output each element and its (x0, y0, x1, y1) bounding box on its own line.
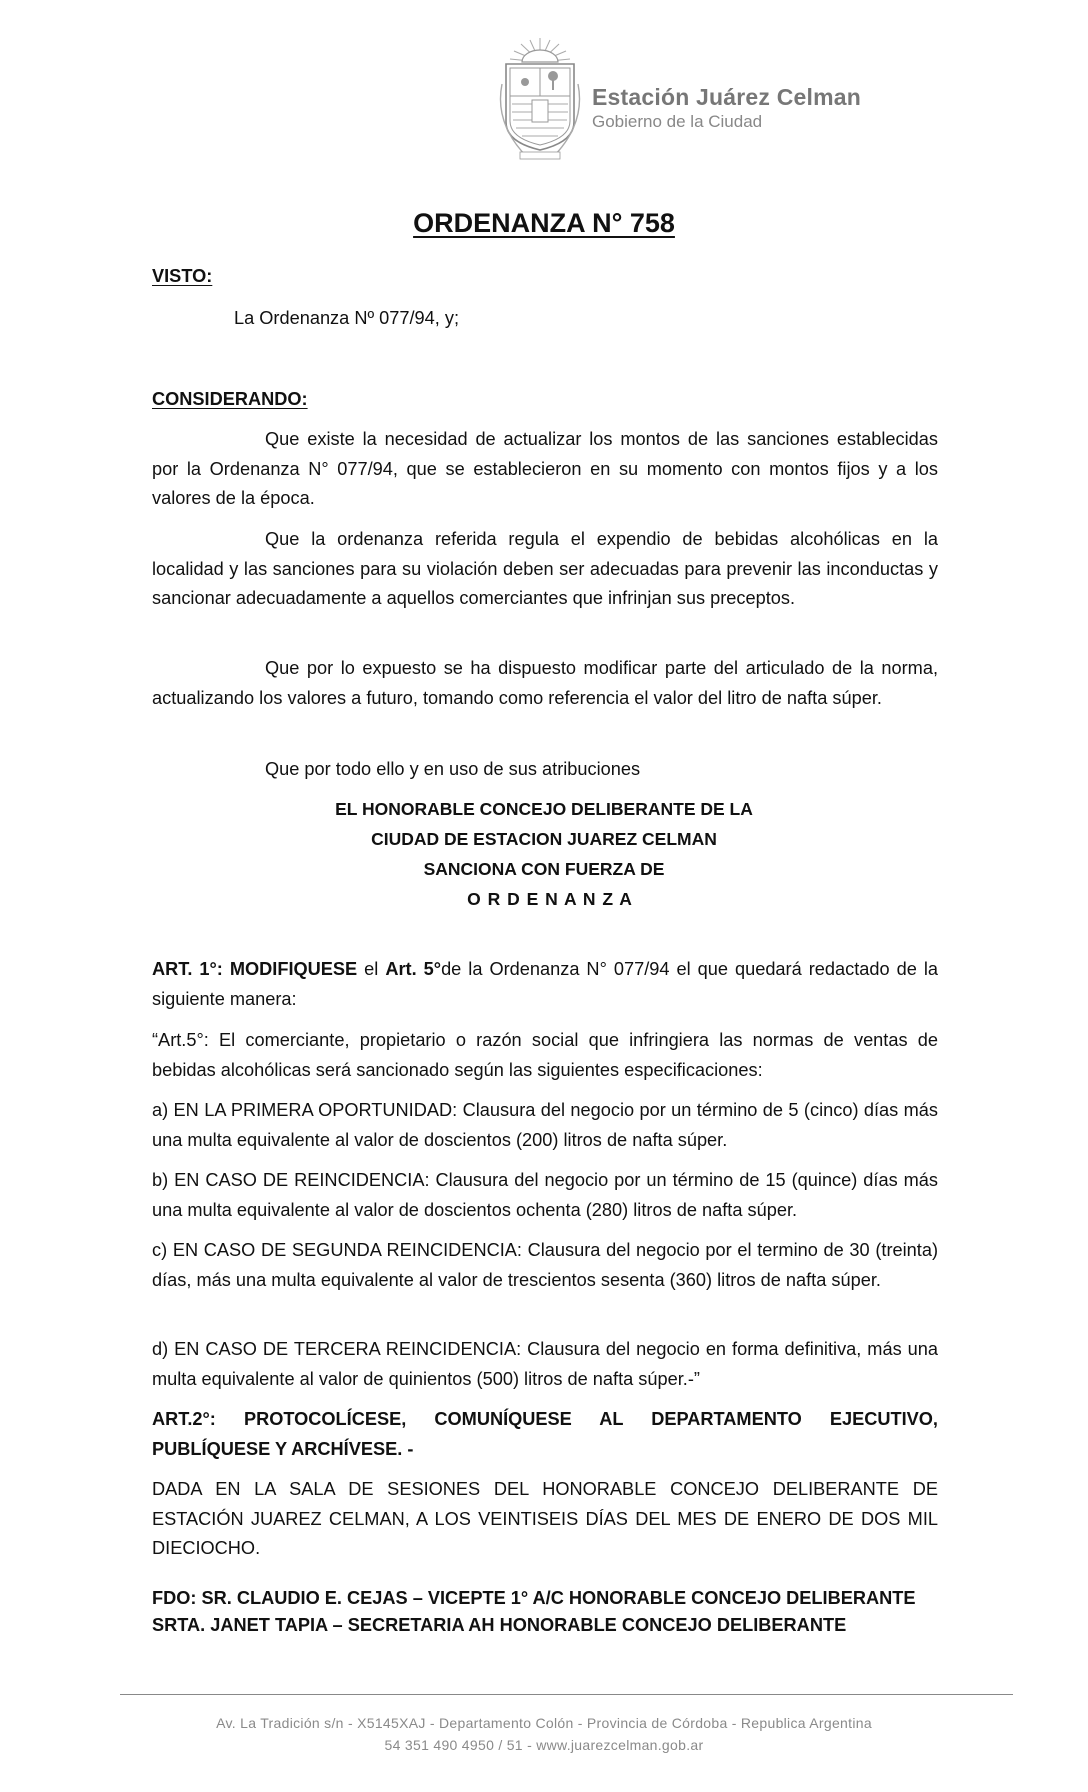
article-1-connector: el (357, 959, 386, 979)
article-1-item-d: d) EN CASO DE TERCERA REINCIDENCIA: Clausura del negocio en forma definitiva, más una multa equivalente al valor de quinientos (500) litros de nafta súper.-” (152, 1339, 938, 1389)
article-1-item-a: a) EN LA PRIMERA OPORTUNIDAD: Clausura del negocio por un término de 5 (cinco) días más una multa equivalente al valor de doscientos (200) litros de nafta súper. (152, 1100, 938, 1150)
article-2: ART.2°: PROTOCOLÍCESE, COMUNÍQUESE AL DEPARTAMENTO EJECUTIVO, PUBLÍQUESE Y ARCHÍVESE. - (152, 1409, 938, 1459)
footer-address: Av. La Tradición s/n - X5145XAJ - Departamento Colón - Provincia de Córdoba - Republica Argentina (216, 1715, 872, 1731)
article-1-reference: Art. 5° (385, 959, 442, 979)
organization-block (592, 84, 861, 132)
footer-contact: 54 351 490 4950 / 51 - www.juarezcelman.gob.ar (384, 1737, 704, 1753)
considerando-paragraph: Que por lo expuesto se ha dispuesto modificar parte del articulado de la norma, actualizando los valores a futuro, tomando como referencia el valor del litro de nafta súper. (152, 658, 938, 708)
enactment-line: SANCIONA CON FUERZA DE (423, 859, 665, 879)
footer-divider (120, 1694, 1013, 1695)
considerando-paragraph: Que existe la necesidad de actualizar los montos de las sanciones establecidas por la Ordenanza N° 077/94, que se establecieron en su momento con montos fijos y a los valores de la época. (152, 429, 938, 508)
signature-line: FDO: SR. CLAUDIO E. CEJAS – VICEPTE 1° A/C HONORABLE CONCEJO DELIBERANTE (152, 1588, 916, 1608)
dada-clause: DADA EN LA SALA DE SESIONES DEL HONORABLE CONCEJO DELIBERANTE DE ESTACIÓN JUAREZ CELMAN, A LOS VEINTISEIS DÍAS DEL MES DE ENERO DE DOS MIL DIECIOCHO. (152, 1479, 938, 1558)
considerando-heading: CONSIDERANDO: (152, 389, 308, 409)
letterhead (492, 34, 872, 164)
article-1-quote: “Art.5°: El comerciante, propietario o razón social que infringiera las normas de ventas de bebidas alcohólicas será sancionado según las siguientes especificaciones: (152, 1030, 938, 1080)
article-1-label: ART. 1°: MODIFIQUESE (152, 959, 358, 979)
article-1-text: de la Ordenanza N° 077/94 el que quedará redactado de la siguiente manera: (152, 959, 938, 1009)
footer (0, 1712, 1088, 1756)
document-title: ORDENANZA N° 758 (413, 208, 675, 238)
article-1 (152, 955, 938, 1014)
enactment-line: EL HONORABLE CONCEJO DELIBERANTE DE LA (335, 799, 753, 819)
city-crest-icon (492, 34, 588, 164)
visto-text: La Ordenanza Nº 077/94, y; (234, 308, 460, 328)
considerando-paragraph: Que la ordenanza referida regula el expendio de bebidas alcohólicas en la localidad y las sanciones para su violación deben ser adecuadas para prevenir las inconductas y sancionar adecuadamente a aquellos comerciantes que infrinjan sus preceptos. (152, 529, 938, 608)
enactment-line: O R D E N A N Z A (467, 889, 633, 909)
article-1-item-b: b) EN CASO DE REINCIDENCIA: Clausura del negocio por un término de 15 (quince) días más una multa equivalente al valor de doscientos ochenta (280) litros de nafta súper. (152, 1170, 938, 1220)
article-1-item-c: c) EN CASO DE SEGUNDA REINCIDENCIA: Clausura del negocio por el termino de 30 (treinta) días, más una multa equivalente al valor de trescientos sesenta (360) litros de nafta súper. (152, 1240, 938, 1290)
organization-subtitle: Gobierno de la Ciudad (592, 112, 763, 131)
organization-name: Estación Juárez Celman (592, 84, 862, 110)
signature-line: SRTA. JANET TAPIA – SECRETARIA AH HONORABLE CONCEJO DELIBERANTE (152, 1615, 847, 1635)
visto-heading: VISTO: (152, 266, 213, 286)
considerando-paragraph: Que por todo ello y en uso de sus atribuciones (265, 759, 641, 779)
enactment-line: CIUDAD DE ESTACION JUAREZ CELMAN (371, 829, 717, 849)
